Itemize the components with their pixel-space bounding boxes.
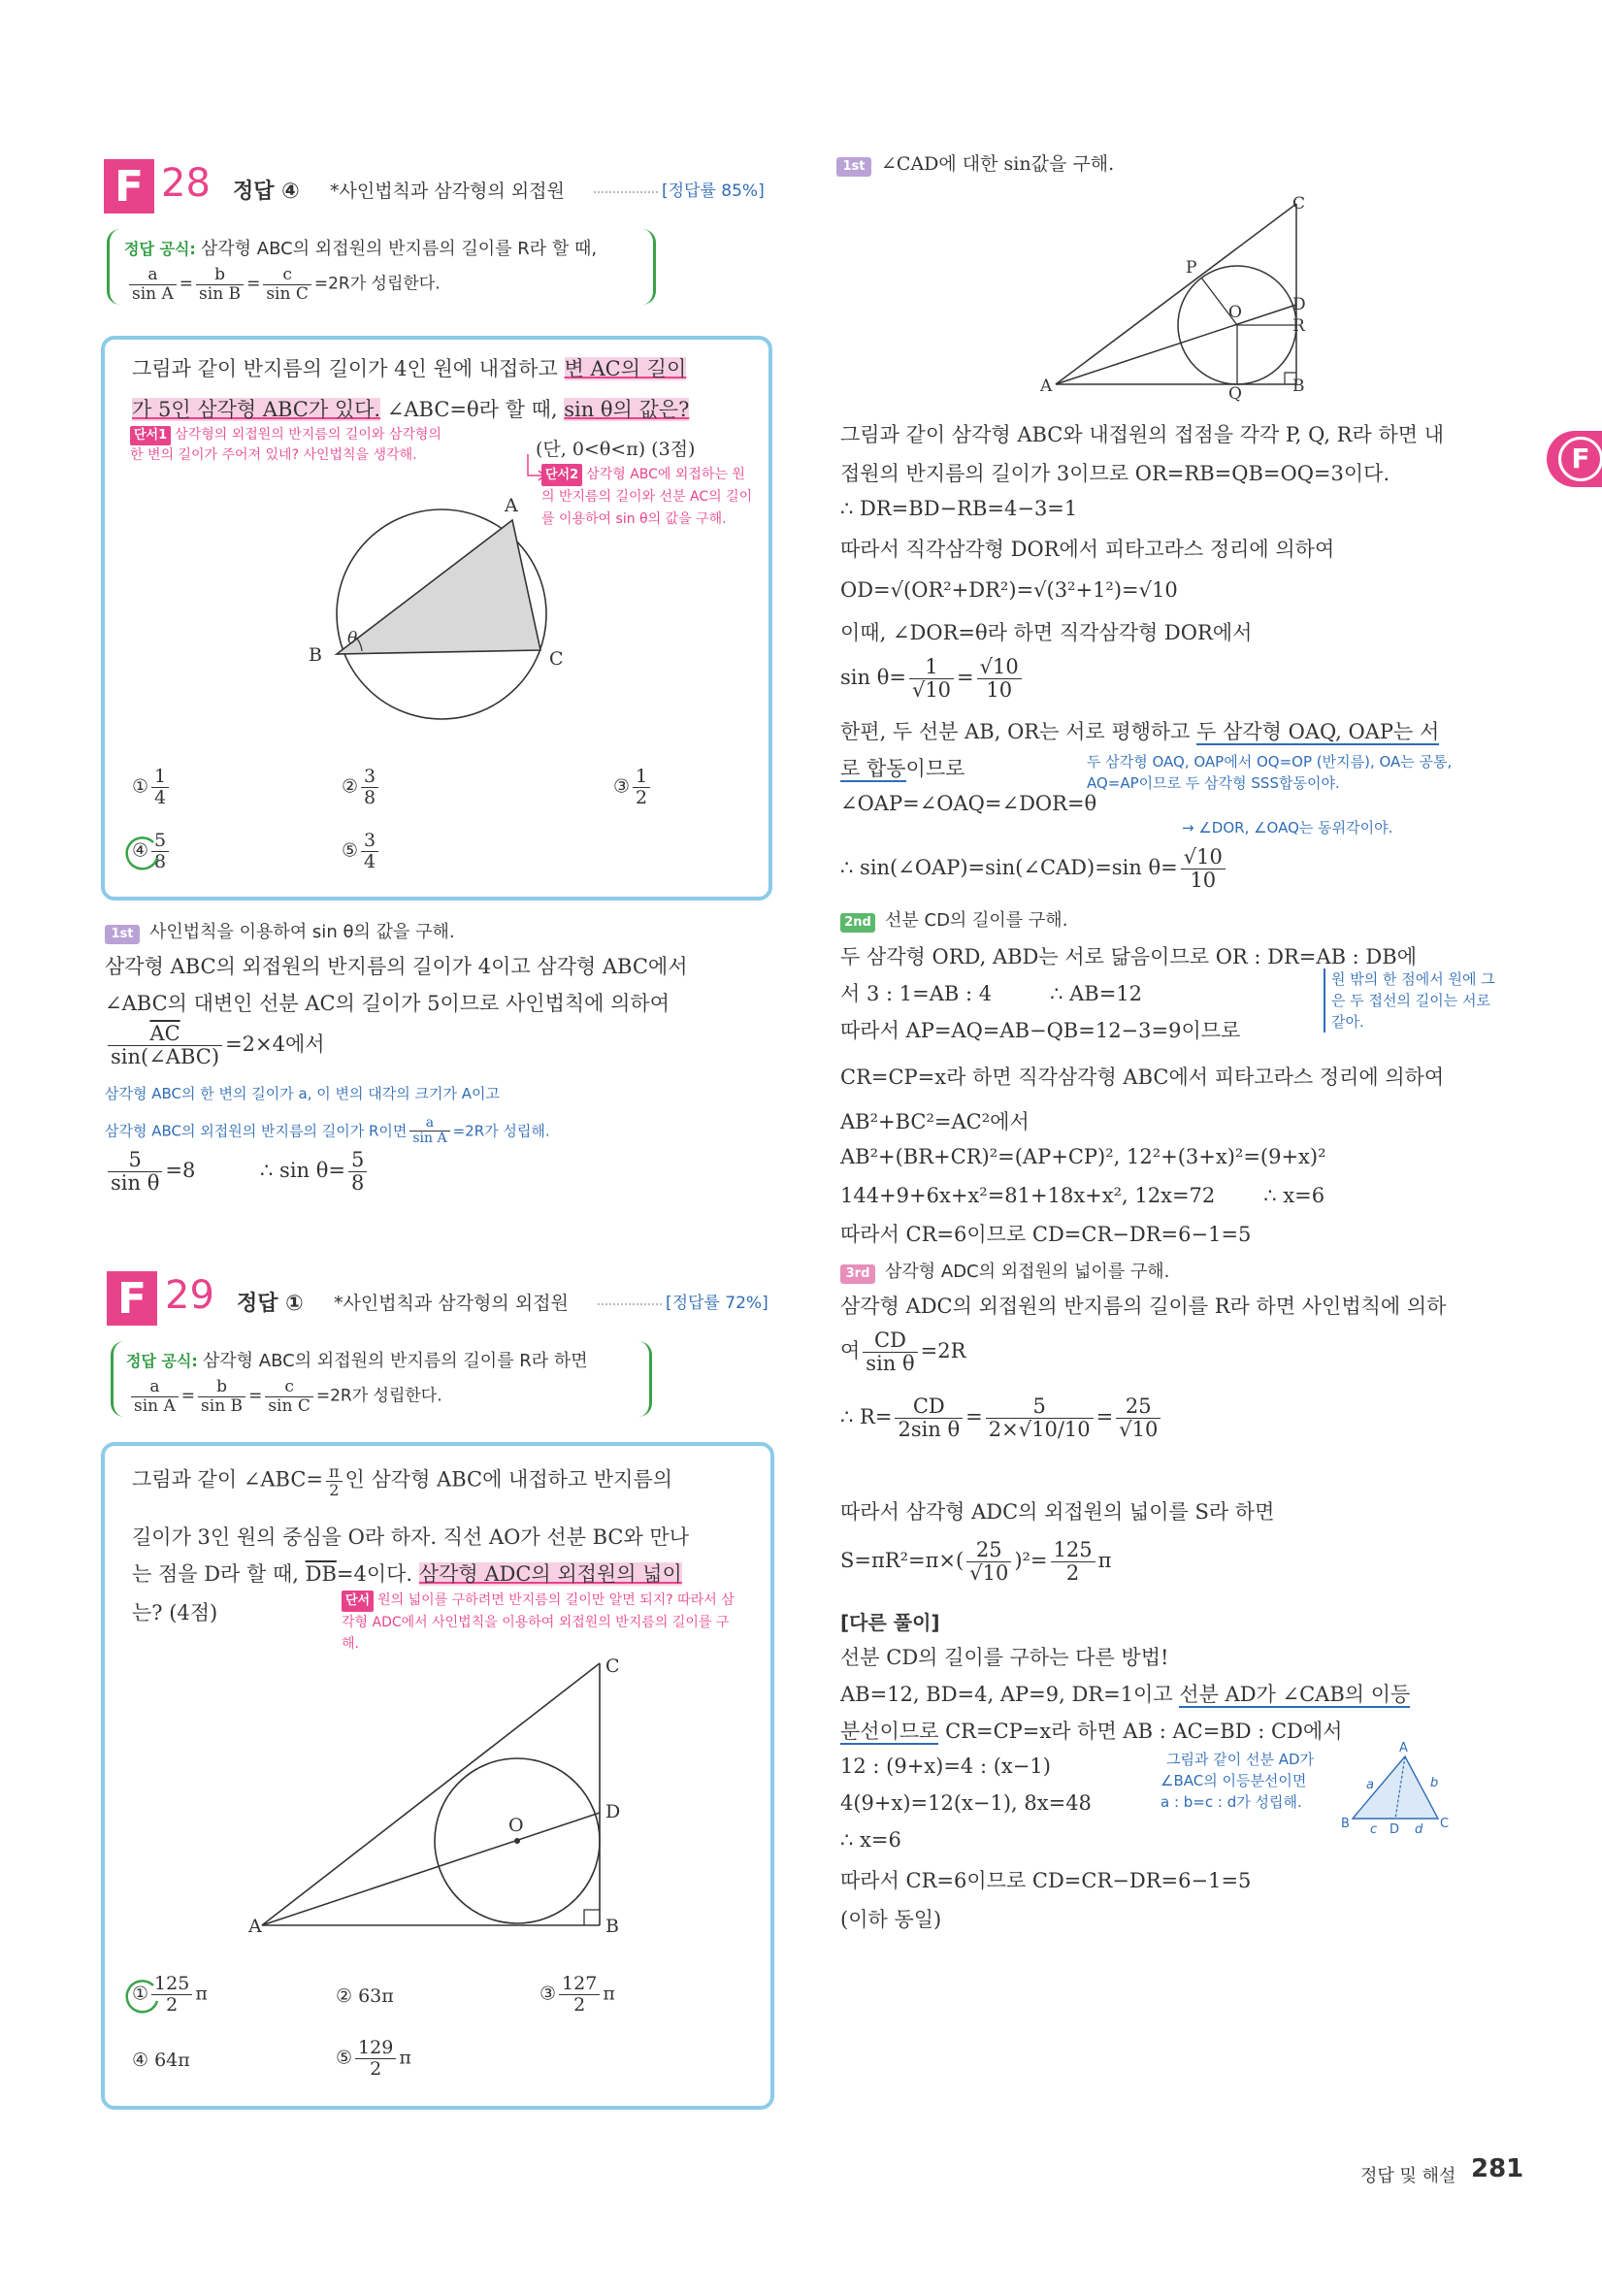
mini-A: A — [1399, 1741, 1408, 1755]
mini-d: d — [1415, 1822, 1423, 1837]
alt-title: [다른 풀이] — [840, 1611, 940, 1634]
figR-Q: Q — [1228, 384, 1242, 404]
fig29-O: O — [508, 1815, 524, 1836]
mini-D: D — [1389, 1822, 1400, 1837]
alt-l8: (이하 동일) — [840, 1908, 942, 1931]
sol28-line2: ∠ABC의 대변인 선분 AC의 길이가 5이므로 사인법칙에 의하여 — [105, 992, 670, 1015]
choice-28-2[interactable]: ② $\frac{3}{8}$ — [342, 767, 381, 808]
figR-P: P — [1186, 258, 1197, 278]
choice-29-2[interactable]: ② 63π — [336, 1985, 394, 2007]
side-tab[interactable] — [1547, 431, 1602, 487]
formula-28-line1 — [124, 235, 597, 260]
fig28-A: A — [505, 495, 518, 516]
r-l10: ∠OAP=∠OAQ=∠DOR=θ — [840, 792, 1097, 815]
problem-28-badge: F — [104, 159, 154, 213]
mini-c: c — [1370, 1822, 1378, 1837]
fig28-C: C — [549, 648, 564, 670]
figure-right — [1038, 190, 1320, 400]
alt-l6: ∴ x=6 — [840, 1828, 901, 1852]
choice-29-3[interactable]: ③ $\frac{127}{2}$ π — [539, 1973, 615, 2016]
hint-arrow — [524, 454, 547, 483]
formula-label: 정답 공식: — [124, 240, 196, 258]
r-l17: AB²+(BR+CR)²=(AP+CP)², 12²+(3+x)²=(9+x)² — [840, 1145, 1326, 1168]
r-l5: OD=√(OR²+DR²)=√(3²+1²)=√10 — [840, 578, 1178, 602]
mini-C: C — [1440, 1817, 1450, 1831]
sol28-step: 1st 사인법칙을 이용하여 sin θ의 값을 구해. — [105, 918, 455, 944]
choice-29-4[interactable]: ④ 64π — [132, 2050, 190, 2071]
page-number: 281 — [1471, 2154, 1524, 2183]
figR-R: R — [1292, 316, 1305, 336]
r-l19: 따라서 CR=6이므로 CD=CR−DR=6−1=5 — [840, 1223, 1252, 1246]
r-l7: sin θ= $\frac{1}{√10}$ = $\frac{√10}{10}$ — [840, 656, 1025, 702]
r-l16: AB²+BC²=AC²에서 — [840, 1110, 1030, 1133]
problem-29-topic: *사인법칙과 삼각형의 외접원 — [334, 1293, 569, 1314]
alt-l1: 선분 CD의 길이를 구하는 다른 방법! — [840, 1646, 1169, 1669]
alt-note: 그림과 같이 선분 AD가 ∠BAC의 이등분선이면 a : b=c : d가 성립해. — [1161, 1751, 1315, 1811]
side-tab-label: F — [1558, 437, 1602, 481]
q29-line4: 는? (4점) — [132, 1601, 218, 1624]
r-l12: 두 삼각형 ORD, ABD는 서로 닮음이므로 OR : DR=AB : DB에 — [840, 945, 1417, 968]
r-l6: 이때, ∠DOR=θ라 하면 직각삼각형 DOR에서 — [840, 621, 1253, 644]
r-note4: 원 밖의 한 점에서 원에 그은 두 접선의 길이는 서로 같아. — [1324, 968, 1506, 1033]
r-l1: 그림과 같이 삼각형 ABC와 내접원의 접점을 각각 P, Q, R라 하면 내 — [840, 423, 1444, 446]
hint29: 단서 원의 넓이를 구하려면 반지름의 길이만 알면 되지? 따라서 삼각형 ADC에서 사인법칙을 이용하여 외접원의 반지름의 길이를 구해. — [342, 1592, 735, 1652]
q28-line1: 그림과 같이 반지름의 길이가 4인 원에 내접하고 변 AC의 길이 — [132, 357, 687, 380]
fig29-D: D — [605, 1801, 621, 1822]
alt-l5: 4(9+x)=12(x−1), 8x=48 — [840, 1791, 1092, 1815]
divider-dots — [594, 191, 658, 193]
r-l21: 여 $\frac{CD}{\text{sin θ}}$ =2R — [840, 1328, 966, 1376]
fig28-B: B — [309, 644, 322, 666]
r-l14: 따라서 AP=AQ=AB−QB=12−3=9이므로 — [840, 1019, 1241, 1042]
r-l8: 한편, 두 선분 AB, OR는 서로 평행하고 두 삼각형 OAQ, OAP는 서 — [840, 720, 1440, 743]
choice-28-4[interactable]: ④ $\frac{5}{8}$ — [132, 831, 172, 872]
right-step1: 1st ∠CAD에 대한 sin값을 구해. — [836, 149, 1114, 177]
sol28-line1: 삼각형 ABC의 외접원의 반지름의 길이가 4이고 삼각형 ABC에서 — [105, 955, 688, 978]
alt-l3: 분선이므로 CR=CP=x라 하면 AB : AC=BD : CD에서 — [840, 1720, 1343, 1743]
choice-28-5[interactable]: ⑤ $\frac{3}{4}$ — [342, 831, 381, 872]
formula-29-eq: $\frac{a}{\text{sin A}}$ = $\frac{b}{\text{sin B}}$ = $\frac{c}{\text{sin C}}$ =2R가 성립한다. — [128, 1378, 442, 1415]
r-l4: 따라서 직각삼각형 DOR에서 피타고라스 정리에 의하여 — [840, 538, 1335, 561]
figR-O: O — [1228, 303, 1242, 322]
r-l3: ∴ DR=BD−RB=4−3=1 — [840, 497, 1078, 520]
alt-l2: AB=12, BD=4, AP=9, DR=1이고 선분 AD가 ∠CAB의 이등 — [840, 1683, 1411, 1706]
r-l22: ∴ R= $\frac{CD}{\text{2sin θ}}$ = $\frac{5}{2\times√10/10}$ = $\frac{25}{√10}$ — [840, 1395, 1163, 1441]
figR-C: C — [1292, 194, 1306, 213]
sol28-line4: $\frac{5}{\text{sin θ}}$ =8 ∴ sin θ= $\frac{5}{8}$ — [105, 1149, 370, 1195]
answer-circle-28 — [124, 835, 163, 873]
q29-line3: 는 점을 D라 할 때, $\overline{DB}=4$이다. 삼각형 ADC의 외접원의 넓이 — [132, 1562, 682, 1586]
r-l9: 로 합동이므로 — [840, 757, 965, 780]
problem-29-answer: 정답 ① — [237, 1292, 304, 1316]
figure-29 — [243, 1654, 631, 1945]
figure-28 — [311, 493, 572, 736]
r-note3: → ∠DOR, ∠OAQ는 동위각이야. — [1182, 819, 1393, 836]
alt-l7: 따라서 CR=6이므로 CD=CR−DR=6−1=5 — [840, 1869, 1252, 1892]
formula-29-line1: 정답 공식: 삼각형 ABC의 외접원의 반지름의 길이를 R라 하면 — [126, 1351, 588, 1371]
problem-29-rate: [정답률 72%] — [666, 1294, 768, 1313]
r-l15: CR=CP=x라 하면 직각삼각형 ABC에서 피타고라스 정리에 의하여 — [840, 1066, 1445, 1089]
q29-line1: 그림과 같이 ∠ABC= $\frac{\pi}{2}$ 인 삼각형 ABC에 내접하고 반지름의 — [132, 1462, 673, 1499]
r-l20: 삼각형 ADC의 외접원의 반지름의 길이를 R라 하면 사인법칙에 의하 — [840, 1295, 1447, 1318]
r-l23: 따라서 삼각형 ADC의 외접원의 넓이를 S라 하면 — [840, 1500, 1275, 1524]
q28-condition: (단, 0<θ<π) (3점) — [536, 439, 696, 460]
problem-28-topic: *사인법칙과 삼각형의 외접원 — [330, 180, 565, 202]
r-l2: 접원의 반지름의 길이가 3이므로 OR=RB=QB=OQ=3이다. — [840, 462, 1390, 485]
choice-29-5[interactable]: ⑤ $\frac{129}{2}$ π — [336, 2037, 411, 2080]
r-l11: ∴ sin(∠OAP)=sin(∠CAD)=sin θ= $\frac{√10}{10}$ — [840, 846, 1228, 892]
sol28-note1: 삼각형 ABC의 한 변의 길이가 a, 이 변의 대각의 크기가 A이고 — [105, 1085, 500, 1102]
choice-29-1[interactable]: ① $\frac{125}{2}$ π — [132, 1973, 208, 2016]
fig29-C: C — [605, 1656, 620, 1677]
hint2: 단서2 삼각형 ABC에 외접하는 원의 반지름의 길이와 선분 AC의 길이를 이용하여 sin θ의 값을 구해. — [541, 464, 753, 531]
q29-line2: 길이가 3인 원의 중심을 O라 하자. 직선 AO가 선분 BC와 만나 — [132, 1525, 689, 1549]
problem-29-number: 29 — [165, 1273, 214, 1318]
answer-circle-29 — [124, 1978, 163, 2017]
mini-b: b — [1430, 1776, 1439, 1790]
problem-28-rate: [정답률 85%] — [662, 181, 765, 201]
problem-29-badge: F — [107, 1271, 157, 1326]
mini-B: B — [1341, 1817, 1350, 1831]
figR-B: B — [1292, 377, 1305, 396]
alt-l4: 12 : (9+x)=4 : (x−1) — [840, 1755, 1051, 1778]
r-l24: S=πR²=π×( $\frac{25}{√10}$ )²= $\frac{125}{2}$ π — [840, 1538, 1112, 1586]
fig29-B: B — [605, 1916, 619, 1937]
hint1: 단서1 삼각형의 외접원의 반지름의 길이와 삼각형의 한 변의 길이가 주어져 있네? 사인법칙을 생각해. — [130, 427, 441, 463]
divider-dots-29 — [598, 1303, 662, 1305]
problem-28-answer: 정답 ④ — [233, 180, 300, 204]
q28-line2: 가 5인 삼각형 ABC가 있다. ∠ABC=θ라 할 때, sin θ의 값은? — [132, 398, 690, 421]
r-note1: 두 삼각형 OAQ, OAP에서 OQ=OP (반지름), OA는 공통, AQ=AP이므로 두 삼각형 SSS합동이야. — [1087, 753, 1453, 792]
figR-D: D — [1292, 295, 1306, 314]
sol28-line3: $\frac{\overline{AC}}{\text{sin(∠ABC)}}$ =2×4에서 — [105, 1023, 325, 1068]
right-step3: 3rd 삼각형 ADC의 외접원의 넓이를 구해. — [840, 1258, 1169, 1284]
r-l13: 서 3 : 1=AB : 4 ∴ AB=12 — [840, 982, 1143, 1005]
footer-label: 정답 및 해설 — [1360, 2166, 1456, 2186]
fig29-A: A — [248, 1916, 262, 1937]
choice-28-1[interactable]: ① $\frac{1}{4}$ — [132, 767, 172, 808]
fig28-theta: θ — [347, 629, 358, 648]
problem-28-number: 28 — [161, 161, 211, 206]
sol28-note2: 삼각형 ABC의 외접원의 반지름의 길이가 R이면 $\frac{a}{\text{sin A}}$ =2R가 성립해. — [105, 1115, 550, 1147]
choice-28-3[interactable]: ③ $\frac{1}{2}$ — [613, 767, 653, 808]
formula-text: 삼각형 ABC의 외접원의 반지름의 길이를 R라 할 때, — [200, 239, 598, 259]
figR-A: A — [1040, 377, 1053, 396]
r-l18: 144+9+6x+x²=81+18x+x², 12x=72 ∴ x=6 — [840, 1184, 1325, 1207]
right-step2: 2nd 선분 CD의 길이를 구해. — [840, 906, 1067, 933]
formula-28-eq: $\frac{a}{\text{sin A}}$ = $\frac{b}{\text{sin B}}$ = $\frac{c}{\text{sin C}}$ =2R가 성립한다. — [126, 266, 441, 303]
mini-a: a — [1366, 1778, 1374, 1792]
